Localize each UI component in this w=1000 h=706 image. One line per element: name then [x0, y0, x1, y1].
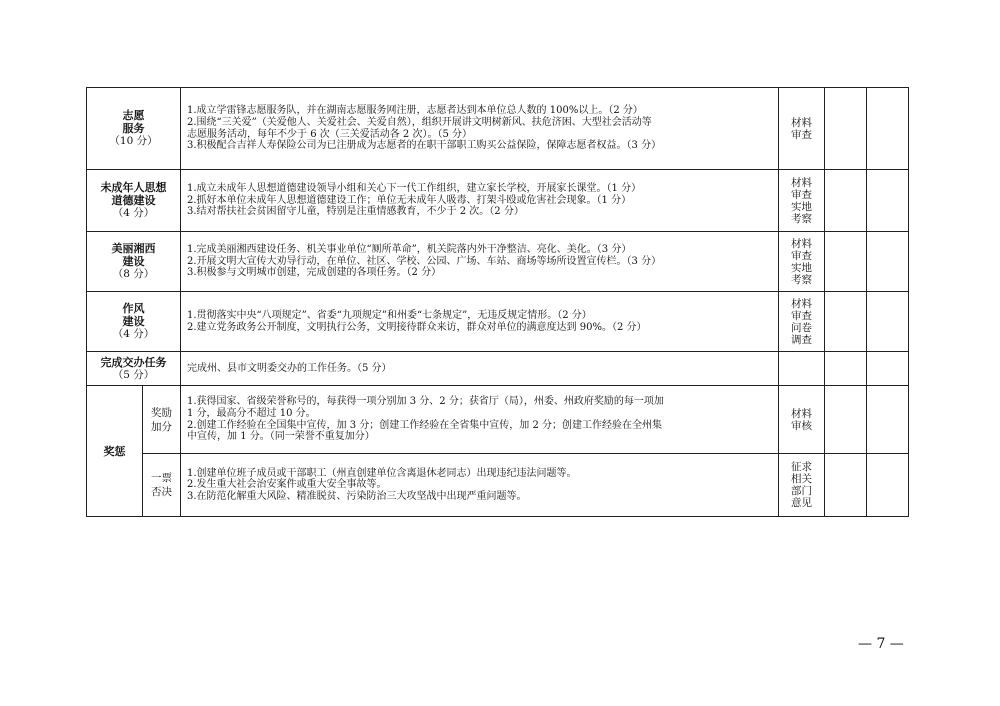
- criteria-line: 1.贯彻落实中央“八项规定”、省委“九项规定”和州委“七条规定”，无违反规定情形。（2 分）: [187, 309, 592, 321]
- method-cell: [779, 292, 825, 352]
- score-cell: [825, 170, 867, 232]
- bonus-label: 加分: [151, 420, 172, 433]
- category-cell: [87, 170, 181, 232]
- criteria-line: 1.成立学雷锋志愿服务队，并在湖南志愿服务网注册，志愿者达到本单位总人数的 100%以上。（2 分）: [187, 105, 643, 117]
- bonus-label: 奖励: [151, 406, 172, 419]
- method-cell: [779, 88, 825, 170]
- criteria-line: 2.创建工作经验在全国集中宣传，加 3 分；创建工作经验在全省集中宣传，加 2 分；创建工作经验在全州集: [187, 419, 662, 431]
- method-text: 意见: [791, 497, 813, 509]
- criteria-line: 完成州、县市文明委交办的工作任务。（5 分）: [187, 362, 392, 374]
- remarks-cell: [867, 386, 909, 454]
- category-title: 建设: [122, 315, 145, 328]
- table-row: [87, 454, 909, 517]
- category-score: （4 分）: [112, 207, 155, 219]
- remarks-cell: [867, 352, 909, 386]
- method-text: 审查: [791, 188, 813, 201]
- criteria-line: 2.抓好本单位未成年人思想道德建设工作；单位无未成年人吸毒、打架斗殴或危害社会现象。（1 分）: [187, 194, 632, 206]
- score-cell: [825, 292, 867, 352]
- category-title: 道德建设: [111, 194, 156, 207]
- veto-label: 一票: [151, 472, 172, 484]
- method-text: 审查: [791, 309, 813, 322]
- criteria-line: 2.开展文明大宣传大劝导行动，在单位、社区、学校、公园、广场、车站、商场等场所设置宣传栏。（3 分）: [187, 255, 662, 267]
- method-cell: [779, 170, 825, 232]
- table-row: [87, 352, 909, 386]
- remarks-cell: [867, 170, 909, 232]
- table-row: [87, 386, 909, 454]
- veto-label: 否决: [151, 486, 172, 498]
- category-title: 建设: [122, 255, 145, 268]
- criteria-line: 3.结对帮扶社会贫困留守儿童，特别是注重情感教育，不少于 2 次。（2 分）: [187, 206, 524, 218]
- veto-criteria-cell: [181, 454, 779, 517]
- method-text: 考察: [791, 212, 813, 225]
- method-cell: [779, 232, 825, 292]
- category-cell: [87, 352, 181, 386]
- remarks-cell: [867, 232, 909, 292]
- method-text: 材料: [791, 176, 813, 189]
- reward-penalty-cell: [87, 386, 143, 517]
- criteria-cell: [181, 232, 779, 292]
- method-text: 审核: [791, 419, 813, 432]
- method-text: 征求: [791, 461, 813, 473]
- method-text: 实地: [791, 261, 813, 274]
- criteria-line: 2.建立党务政务公开制度，文明执行公务，文明接待群众来访，群众对单位的满意度达到 90%。（2 分）: [187, 321, 647, 333]
- category-title: 志愿: [122, 109, 145, 122]
- criteria-cell: [181, 88, 779, 170]
- category-cell: [87, 292, 181, 352]
- criteria-line: 3.在防范化解重大风险、精准脱贫、污染防治三大攻坚战中出现严重问题等。: [187, 490, 527, 502]
- score-cell: [825, 232, 867, 292]
- category-score: （10 分）: [109, 135, 158, 147]
- criteria-line: 1 分，最高分不超过 10 分。: [187, 407, 316, 419]
- criteria-line: 2.发生重大社会治安案件或重大安全事故等。: [187, 479, 387, 491]
- category-cell: [87, 88, 181, 170]
- method-cell: [779, 454, 825, 517]
- method-cell: [779, 386, 825, 454]
- criteria-line: 中宣传，加 1 分。（同一荣誉不重复加分）: [187, 431, 375, 443]
- method-text: 实地: [791, 200, 813, 213]
- method-text: 考察: [791, 273, 813, 286]
- page-number: — 7 —: [858, 636, 904, 652]
- score-cell: [825, 454, 867, 517]
- method-cell: [779, 352, 825, 386]
- criteria-cell: [181, 170, 779, 232]
- category-score: （8 分）: [112, 268, 155, 280]
- category-cell: [87, 232, 181, 292]
- category-score: （5 分）: [112, 368, 155, 381]
- criteria-line: 3.积极参与文明城市创建，完成创建的各项任务。（2 分）: [187, 267, 442, 279]
- method-text: 问卷: [791, 321, 813, 334]
- score-cell: [825, 88, 867, 170]
- criteria-cell: [181, 352, 779, 386]
- table-row: [87, 292, 909, 352]
- criteria-line: 1.完成美丽湘西建设任务、机关事业单位“厕所革命”，机关院落内外干净整洁、亮化、美化。（3 分）: [187, 244, 632, 256]
- method-text: 审查: [791, 249, 813, 262]
- table-row: [87, 170, 909, 232]
- criteria-line: 1.获得国家、省级荣誉称号的，每获得一项分别加 3 分、2 分；获省厅（局），州委、州政府奖励的每一项加: [187, 396, 664, 408]
- bonus-label-cell: [143, 386, 181, 454]
- method-text: 材料: [791, 237, 813, 250]
- method-text: 材料: [791, 297, 813, 310]
- method-text: 材料: [791, 116, 813, 129]
- criteria-line: 2.围绕“三关爱”（关爱他人、关爱社会、关爱自然），组织开展讲文明树新风、扶危济困、大型社会活动等: [187, 116, 652, 128]
- category-score: （4 分）: [112, 328, 155, 340]
- category-title: 作风: [122, 302, 145, 315]
- criteria-line: 志愿服务活动，每年不少于 6 次（三关爱活动各 2 次）。（5 分）: [187, 128, 472, 140]
- method-text: 部门: [791, 485, 813, 497]
- criteria-line: 3.积极配合吉祥人寿保险公司为已注册成为志愿者的在职干部职工购买公益保险，保障志愿者权益。（3 分）: [187, 140, 662, 152]
- criteria-cell: [181, 292, 779, 352]
- evaluation-table: [86, 87, 909, 517]
- veto-label-cell: [143, 454, 181, 517]
- method-text: 相关: [791, 473, 813, 485]
- bonus-criteria-cell: [181, 386, 779, 454]
- remarks-cell: [867, 88, 909, 170]
- remarks-cell: [867, 454, 909, 517]
- method-text: 材料: [791, 407, 813, 420]
- category-title: 完成交办任务: [100, 355, 167, 369]
- reward-penalty-title: 奖惩: [103, 444, 126, 458]
- method-text: 审查: [791, 128, 813, 141]
- score-cell: [825, 352, 867, 386]
- table-row: [87, 232, 909, 292]
- score-cell: [825, 386, 867, 454]
- criteria-line: 1.成立未成年人思想道德建设领导小组和关心下一代工作组织，建立家长学校，开展家长课堂。（1 分）: [187, 183, 642, 195]
- category-title: 美丽湘西: [111, 242, 156, 255]
- table-row: [87, 88, 909, 170]
- method-text: 调查: [791, 333, 813, 346]
- criteria-line: 1.创建单位班子成员或干部职工（州直创建单位含离退休老同志）出现违纪违法问题等。: [187, 467, 577, 479]
- category-title: 未成年人思想: [100, 181, 167, 194]
- remarks-cell: [867, 292, 909, 352]
- category-title: 服务: [122, 122, 145, 135]
